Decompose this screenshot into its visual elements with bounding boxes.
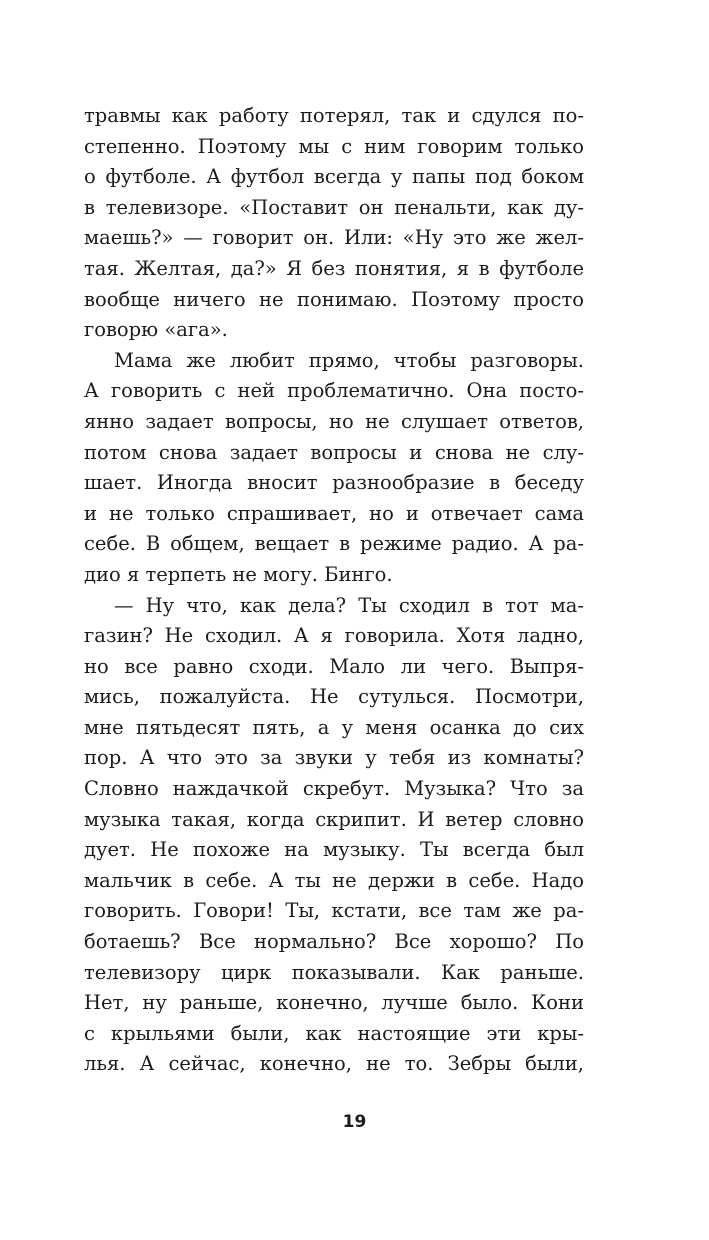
text-line: газин? Не сходил. А я говорила. Хотя ладно, xyxy=(84,624,584,648)
text-line: шает. Иногда вносит разнообразие в беседу xyxy=(84,471,584,495)
text-line: маешь?» — говорит он. Или: «Ну это же жел- xyxy=(84,226,584,250)
text-line: телевизору цирк показывали. Как раньше. xyxy=(84,960,584,984)
text-line: потом снова задает вопросы и снова не слу- xyxy=(84,440,584,464)
text-line: пор. А что это за звуки у тебя из комнаты? xyxy=(84,746,584,770)
text-line: говорю «ага». xyxy=(84,318,228,342)
paragraph xyxy=(84,101,584,346)
body-text xyxy=(84,101,584,1080)
text-line: травмы как работу потерял, так и сдулся по- xyxy=(84,104,584,127)
text-line: степенно. Поэтому мы с ним говорим только xyxy=(84,134,584,158)
text-line: мне пятьдесят пять, а у меня осанка до сих xyxy=(84,715,584,739)
text-line: Словно наждачкой скребут. Музыка? Что за xyxy=(84,777,584,801)
text-line: лья. А сейчас, конечно, не то. Зебры были, xyxy=(84,1052,584,1076)
text-line: с крыльями были, как настоящие эти кры- xyxy=(84,1021,584,1045)
text-line: Мама же любит прямо, чтобы разговоры. xyxy=(114,348,584,372)
text-line: вообще ничего не понимаю. Поэтому просто xyxy=(84,287,584,311)
paragraph xyxy=(84,591,584,1081)
text-line: дио я терпеть не могу. Бинго. xyxy=(84,562,393,586)
text-line: музыка такая, когда скрипит. И ветер словно xyxy=(84,807,584,831)
text-line: говорить. Говори! Ты, кстати, все там же ра- xyxy=(84,899,584,923)
text-line: тая. Желтая, да?» Я без понятия, я в футболе xyxy=(84,256,584,280)
text-line: о футболе. А футбол всегда у папы под боком xyxy=(84,165,584,189)
paragraph xyxy=(84,346,584,591)
page-number: 19 xyxy=(342,1112,367,1132)
text-line: ботаешь? Все нормально? Все хорошо? По xyxy=(84,930,584,954)
text-line: мальчик в себе. А ты не держи в себе. Надо xyxy=(84,868,584,892)
text-line: и не только спрашивает, но и отвечает сама xyxy=(84,501,584,525)
text-line: себе. В общем, вещает в режиме радио. А ра- xyxy=(84,532,584,556)
text-line: но все равно сходи. Мало ли чего. Выпря- xyxy=(84,654,584,678)
text-line: янно задает вопросы, но не слушает ответов, xyxy=(84,409,584,433)
text-line: А говорить с ней проблематично. Она посто- xyxy=(84,379,584,403)
text-line: — Ну что, как дела? Ты сходил в тот ма- xyxy=(114,593,584,617)
text-line: мись, пожалуйста. Не сутулься. Посмотри, xyxy=(84,685,584,709)
text-line: дует. Не похоже на музыку. Ты всегда был xyxy=(84,838,584,862)
text-line: в телевизоре. «Поставит он пенальти, как ду- xyxy=(84,195,584,219)
text-line: Нет, ну раньше, конечно, лучше было. Кони xyxy=(84,991,584,1015)
